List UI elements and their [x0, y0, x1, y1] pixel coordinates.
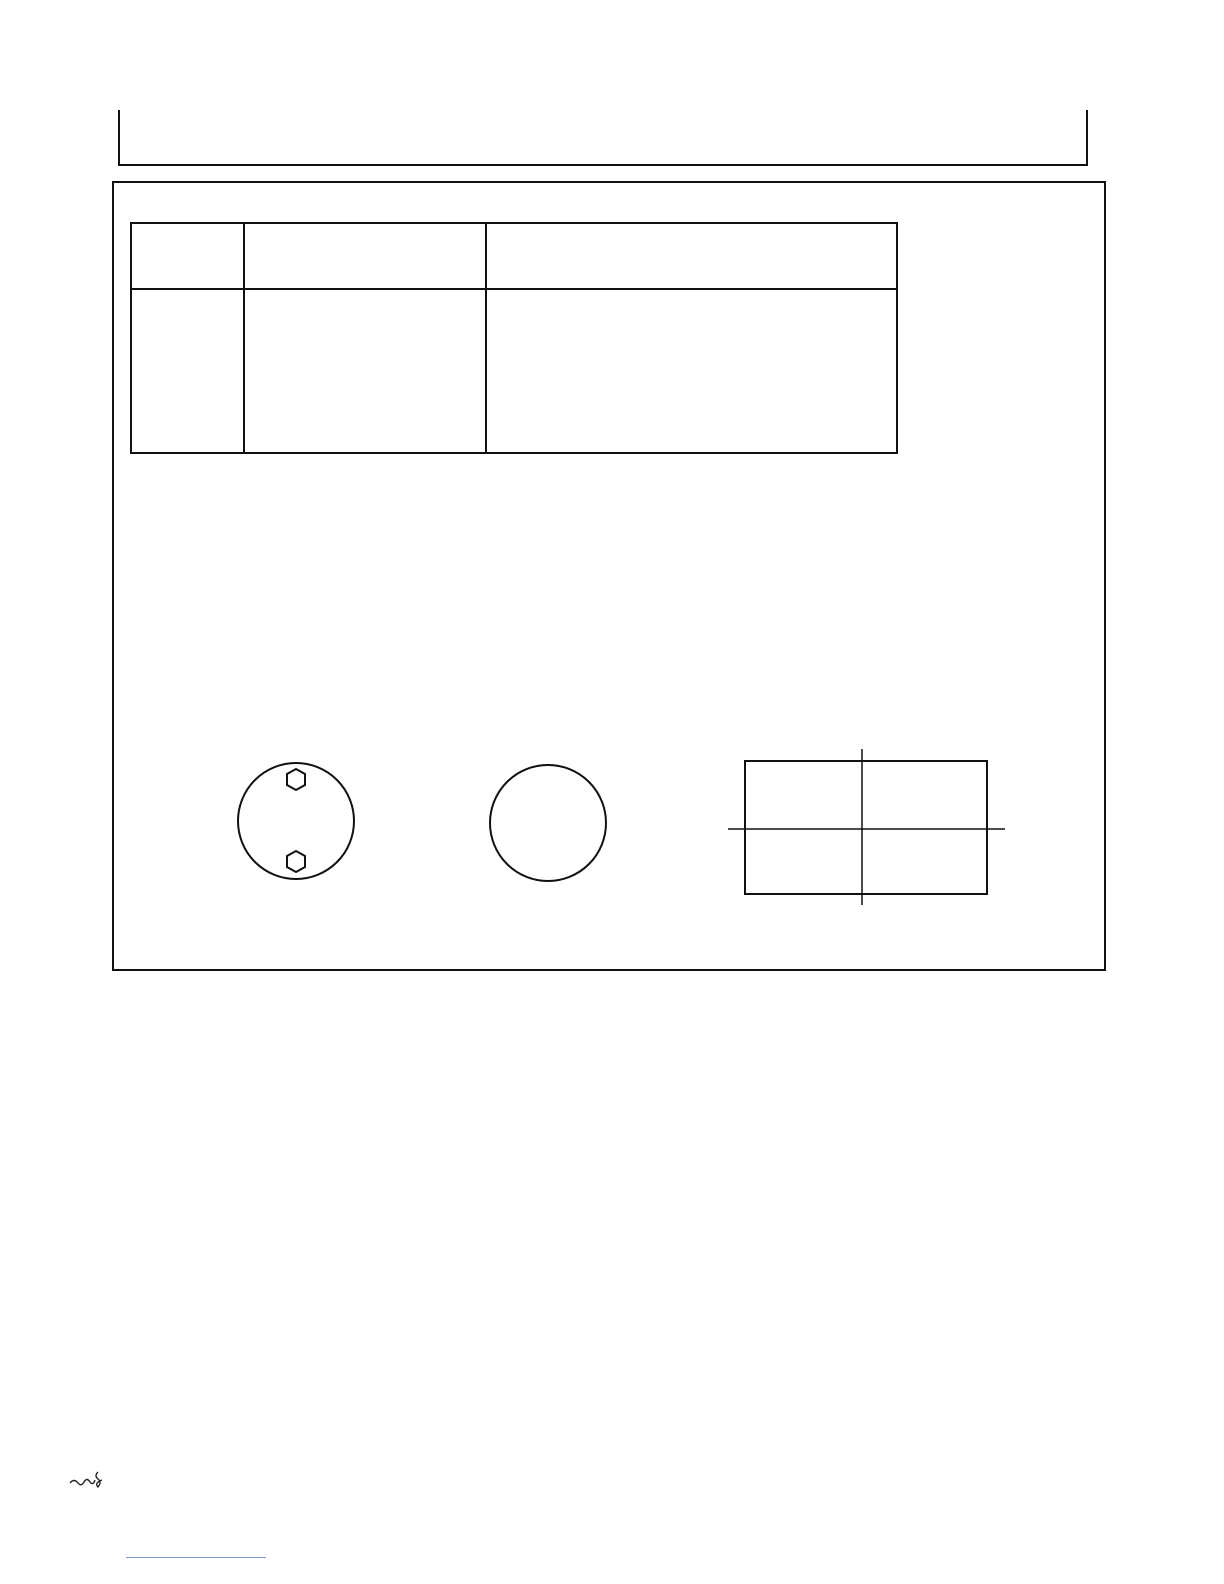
cell-tbolt	[244, 425, 486, 453]
cell-tbolt	[244, 289, 486, 317]
column-header-dia	[131, 223, 244, 289]
hex-bolt-icon	[287, 851, 305, 872]
cell-dia	[131, 398, 244, 425]
cell-mbolt	[486, 425, 897, 453]
handwritten-mark	[68, 1468, 110, 1490]
cell-tbolt	[244, 398, 486, 425]
header-bar	[118, 110, 1088, 166]
hex-bolt-icon	[287, 769, 305, 790]
cell-dia	[131, 289, 244, 317]
table-row	[131, 289, 897, 317]
table-row	[131, 425, 897, 453]
cell-mbolt	[486, 398, 897, 425]
cell-mbolt	[486, 371, 897, 398]
table-row	[131, 344, 897, 371]
cell-tbolt	[244, 344, 486, 371]
table-header-row	[131, 223, 897, 289]
figure2-diagram	[480, 760, 620, 895]
figure3-diagram	[720, 745, 1010, 910]
cell-dia	[131, 425, 244, 453]
column-header-mbolt	[486, 223, 897, 289]
cell-mbolt	[486, 344, 897, 371]
cell-dia	[131, 317, 244, 344]
cover-plate-outline	[745, 761, 987, 894]
cell-dia	[131, 371, 244, 398]
cell-mbolt	[486, 317, 897, 344]
table-row	[131, 317, 897, 344]
figure1-diagram	[230, 755, 360, 885]
cell-mbolt	[486, 289, 897, 317]
column-header-tbolt	[244, 223, 486, 289]
cell-dia	[131, 344, 244, 371]
underline-divider	[126, 1557, 266, 1558]
cell-tbolt	[244, 317, 486, 344]
table-row	[131, 371, 897, 398]
cell-tbolt	[244, 371, 486, 398]
table-row	[131, 398, 897, 425]
flange-circle	[490, 765, 606, 881]
torque-table	[130, 222, 898, 454]
